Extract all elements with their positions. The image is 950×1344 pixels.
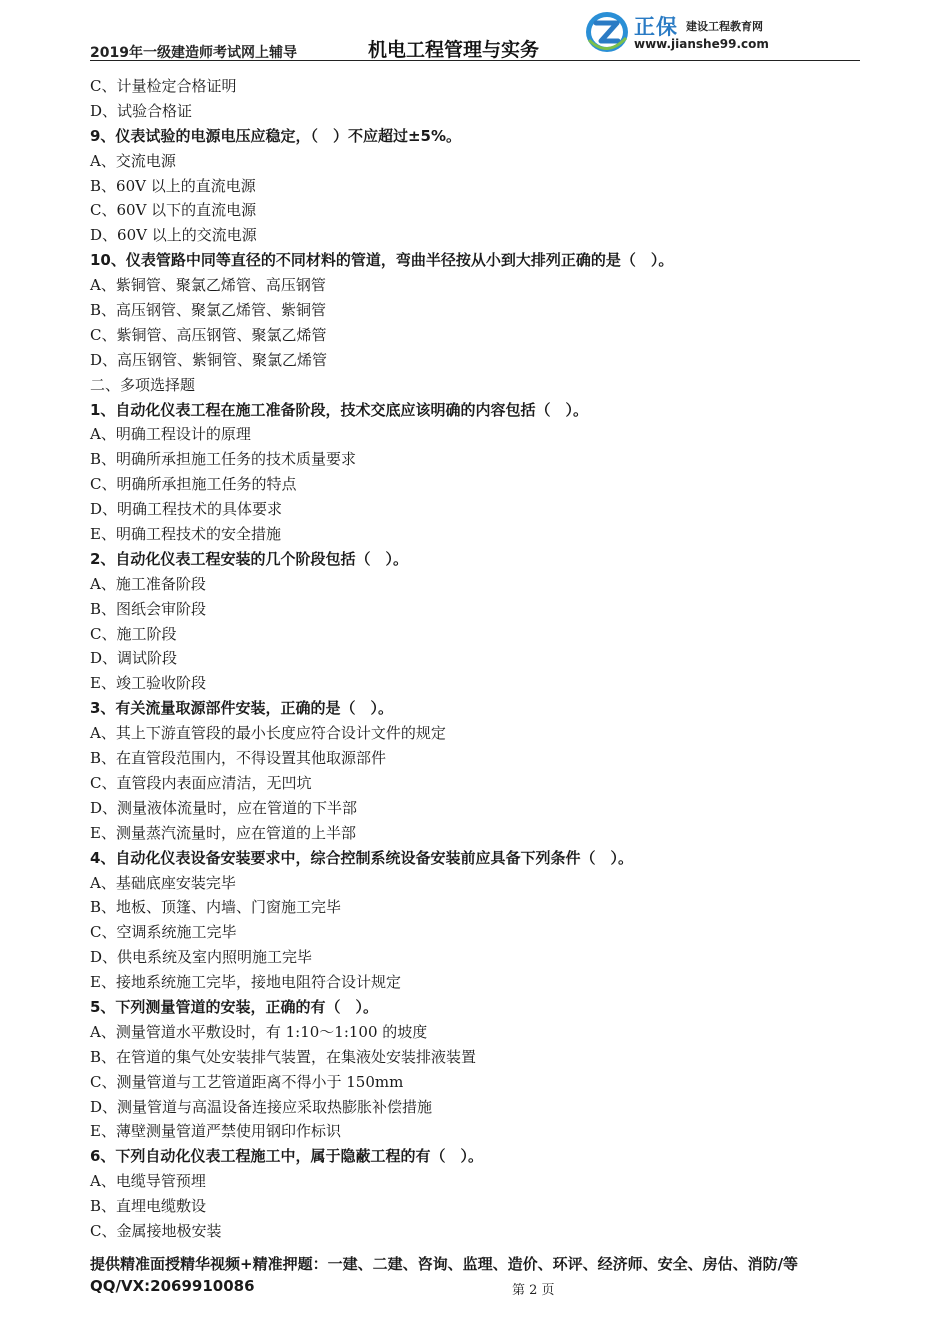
question-stem: 5、下列测量管道的安装，正确的有（ ）。: [90, 997, 378, 1016]
zhengbao-logo-icon: [584, 10, 630, 54]
answer-option: A、其上下游直管段的最小长度应符合设计文件的规定: [90, 724, 446, 743]
question-list: [90, 74, 870, 1244]
answer-option: B、高压钢管、聚氯乙烯管、紫铜管: [90, 301, 327, 320]
header-rule: [90, 60, 860, 61]
answer-option: A、基础底座安装完毕: [90, 873, 236, 892]
answer-option: C、空调系统施工完毕: [90, 923, 237, 942]
answer-option: B、地板、顶篷、内墙、门窗施工完毕: [90, 898, 342, 917]
page-number: 第 2 页: [512, 1283, 555, 1298]
question-stem: 2、自动化仪表工程安装的几个阶段包括（ ）。: [90, 549, 408, 568]
logo-tagline: 建设工程教育网: [686, 20, 763, 33]
answer-option: C、测量管道与工艺管道距离不得小于 150mm: [90, 1072, 404, 1091]
answer-option: D、供电系统及室内照明施工完毕: [90, 948, 313, 967]
answer-option: C、金属接地极安装: [90, 1221, 222, 1240]
brand-logo: [584, 8, 864, 56]
answer-option: D、60V 以上的交流电源: [90, 226, 257, 245]
answer-option: E、竣工验收阶段: [90, 674, 206, 693]
answer-option: C、紫铜管、高压钢管、聚氯乙烯管: [90, 325, 327, 344]
answer-option: B、60V 以上的直流电源: [90, 176, 256, 195]
answer-option: D、高压钢管、紫铜管、聚氯乙烯管: [90, 350, 328, 369]
answer-option: A、明确工程设计的原理: [90, 425, 251, 444]
answer-option: A、电缆导管预埋: [90, 1172, 206, 1191]
answer-option: B、直埋电缆敷设: [90, 1197, 207, 1216]
answer-option: E、测量蒸汽流量时，应在管道的上半部: [90, 823, 356, 842]
header-center-title: 机电工程管理与实务: [368, 39, 540, 61]
answer-option: B、在直管段范围内，不得设置其他取源部件: [90, 749, 387, 768]
answer-option: B、明确所承担施工任务的技术质量要求: [90, 450, 357, 469]
page-header: [90, 8, 860, 60]
answer-option: C、明确所承担施工任务的特点: [90, 475, 297, 494]
question-stem: 6、下列自动化仪表工程施工中，属于隐蔽工程的有（ ）。: [90, 1147, 483, 1166]
answer-option: A、测量管道水平敷设时，有 1:10～1:100 的坡度: [90, 1022, 428, 1041]
answer-option: C、60V 以下的直流电源: [90, 201, 257, 220]
logo-brand-text: 正保: [634, 15, 678, 39]
footer-contact: QQ/VX:2069910086: [90, 1277, 255, 1295]
answer-option: C、施工阶段: [90, 624, 177, 643]
answer-option: A、紫铜管、聚氯乙烯管、高压钢管: [90, 276, 326, 295]
logo-url: www.jianshe99.com: [634, 37, 769, 51]
answer-option: C、直管段内表面应清洁，无凹坑: [90, 773, 312, 792]
answer-option: B、图纸会审阶段: [90, 599, 207, 618]
section-heading: 二、多项选择题: [90, 375, 196, 394]
answer-option: A、施工准备阶段: [90, 574, 206, 593]
footer-ad: 提供精准面授精华视频+精准押题：一建、二建、咨询、监理、造价、环评、经济师、安全、房估、消防/等: [90, 1255, 799, 1273]
header-left-title: 2019年一级建造师考试网上辅导: [90, 45, 297, 61]
answer-option: E、薄壁测量管道严禁使用钢印作标识: [90, 1122, 341, 1141]
answer-option: E、接地系统施工完毕，接地电阻符合设计规定: [90, 973, 401, 992]
question-stem: 3、有关流量取源部件安装，正确的是（ ）。: [90, 699, 393, 718]
answer-option: A、交流电源: [90, 151, 176, 170]
answer-option: B、在管道的集气处安装排气装置，在集液处安装排液装置: [90, 1047, 477, 1066]
answer-option: D、调试阶段: [90, 649, 178, 668]
answer-option: D、测量管道与高温设备连接应采取热膨胀补偿措施: [90, 1097, 433, 1116]
answer-option: D、试验合格证: [90, 101, 193, 120]
page-footer: [90, 1252, 870, 1298]
question-stem: 10、仪表管路中同等直径的不同材料的管道，弯曲半径按从小到大排列正确的是（ ）。: [90, 251, 674, 270]
answer-option: E、明确工程技术的安全措施: [90, 525, 281, 544]
question-stem: 9、仪表试验的电源电压应稳定，（ ）不应超过±5%。: [90, 126, 461, 145]
answer-option: D、明确工程技术的具体要求: [90, 500, 283, 519]
answer-option: D、测量液体流量时，应在管道的下半部: [90, 798, 358, 817]
question-stem: 1、自动化仪表工程在施工准备阶段，技术交底应该明确的内容包括（ ）。: [90, 400, 588, 419]
question-stem: 4、自动化仪表设备安装要求中，综合控制系统设备安装前应具备下列条件（ ）。: [90, 848, 633, 867]
answer-option: C、计量检定合格证明: [90, 77, 237, 95]
